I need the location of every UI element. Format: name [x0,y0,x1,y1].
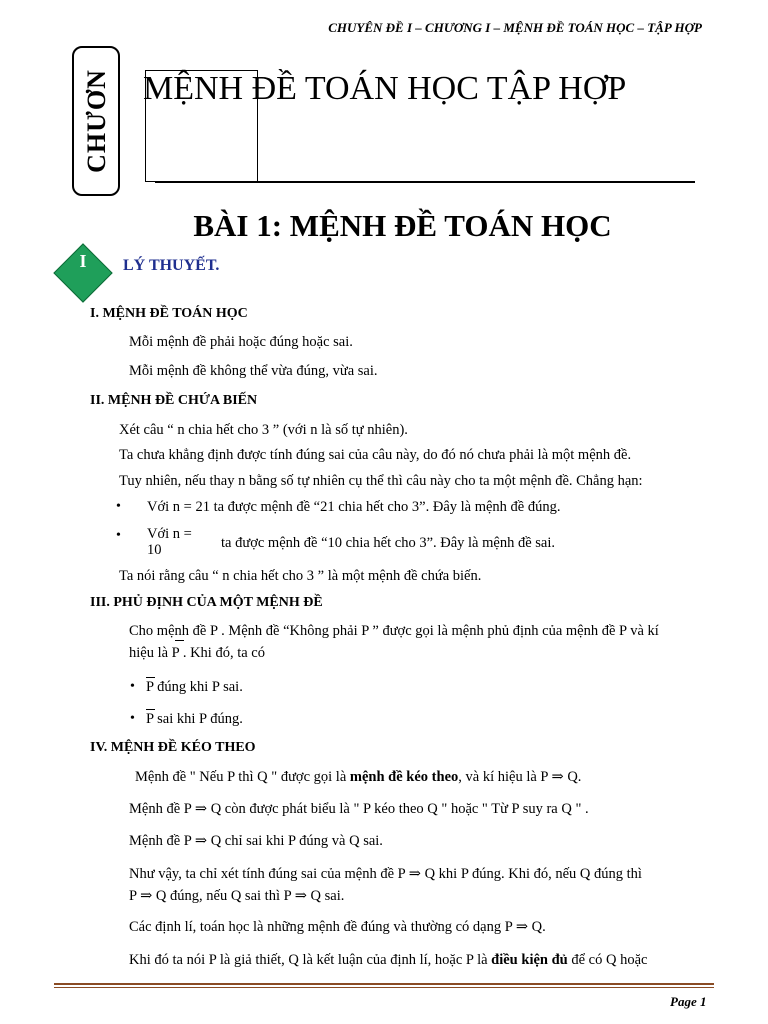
paragraph: Cho mệnh đề P . Mệnh đề “Không phải P ” được gọi là mệnh phủ định của mệnh đề P và kí [129,623,659,639]
paragraph: Mỗi mệnh đề không thể vừa đúng, vừa sai. [129,363,378,379]
overline-mark [146,709,155,710]
paragraph: Mỗi mệnh đề phải hoặc đúng hoặc sai. [129,334,353,350]
bullet-icon: • [130,679,135,694]
list-item-part: Với n = [147,526,192,542]
paragraph: Ta chưa khẳng định được tính đúng sai của câu này, do đó nó chưa phải là một mệnh đề. [119,447,632,463]
lesson-title: BÀI 1: MỆNH ĐỀ TOÁN HỌC [193,208,612,243]
heading-menh-de: I. MỆNH ĐỀ TOÁN HỌC [90,306,248,321]
bullet-icon: • [130,711,135,726]
paragraph: P ⇒ Q đúng, nếu Q sai thì P ⇒ Q sai. [129,888,345,904]
list-item: P đúng khi P sai. [146,679,243,695]
bullet-icon: • [116,499,121,514]
title-underline [155,181,695,183]
text-span: , và kí hiệu là P ⇒ Q. [458,769,582,785]
list-item-part: ta được mệnh đề “10 chia hết cho 3”. Đây là mệnh đề sai. [221,535,556,551]
chapter-title: MỆNH ĐỀ TOÁN HỌC TẬP HỢP [143,70,627,107]
paragraph: Các định lí, toán học là những mệnh đề đúng và thường có dạng P ⇒ Q. [129,919,546,935]
section-badge-number: I [79,251,87,271]
text-span: để có Q hoặc [567,952,648,968]
emphasis: mệnh đề kéo theo [349,769,459,785]
running-header: CHUYÊN ĐỀ I – CHƯƠNG I – MỆNH ĐỀ TOÁN HỌC – TẬP HỢP [328,20,702,35]
paragraph [129,952,647,969]
paragraph: hiệu là P . Khi đó, ta có [129,645,265,661]
paragraph: Mệnh đề P ⇒ Q còn được phát biểu là " P kéo theo Q " hoặc " Từ P suy ra Q " . [129,801,589,817]
heading-menh-de-keo-theo: IV. MỆNH ĐỀ KÉO THEO [90,740,256,755]
heading-menh-de-chua-bien: II. MỆNH ĐỀ CHỨA BIẾN [90,393,258,408]
paragraph: Ta nói rằng câu “ n chia hết cho 3 ” là một mệnh đề chứa biến. [119,568,482,584]
text-span: Mệnh đề " Nếu P thì Q " được gọi là [135,769,350,785]
section-label: LÝ THUYẾT. [123,257,220,274]
emphasis: điều kiện đủ [491,952,568,968]
list-item: Với n = 21 ta được mệnh đề “21 chia hết cho 3”. Đây là mệnh đề đúng. [147,499,561,515]
footer-rule-thin [54,987,714,988]
text-span: Khi đó ta nói P là giả thiết, Q là kết luận của định lí, hoặc P là [129,952,492,968]
list-item: P sai khi P đúng. [146,711,243,727]
paragraph: Mệnh đề P ⇒ Q chỉ sai khi P đúng và Q sai. [129,833,383,849]
paragraph: Xét câu “ n chia hết cho 3 ” (với n là số tự nhiên). [119,422,408,438]
overline-mark [175,640,184,641]
page-number: Page 1 [670,994,707,1009]
list-item-part: 10 [147,542,162,558]
bullet-icon: • [116,528,121,543]
paragraph: Như vậy, ta chỉ xét tính đúng sai của mệnh đề P ⇒ Q khi P đúng. Khi đó, nếu Q đúng thì [129,866,642,882]
chapter-tab-label: CHƯƠN [82,69,111,173]
heading-phu-dinh: III. PHỦ ĐỊNH CỦA MỘT MỆNH ĐỀ [90,595,323,610]
footer-rule [54,983,714,985]
overline-mark [146,677,155,678]
paragraph: Tuy nhiên, nếu thay n bằng số tự nhiên cụ thể thì câu này cho ta một mệnh đề. Chẳng hạn: [119,473,643,489]
paragraph [135,769,581,786]
